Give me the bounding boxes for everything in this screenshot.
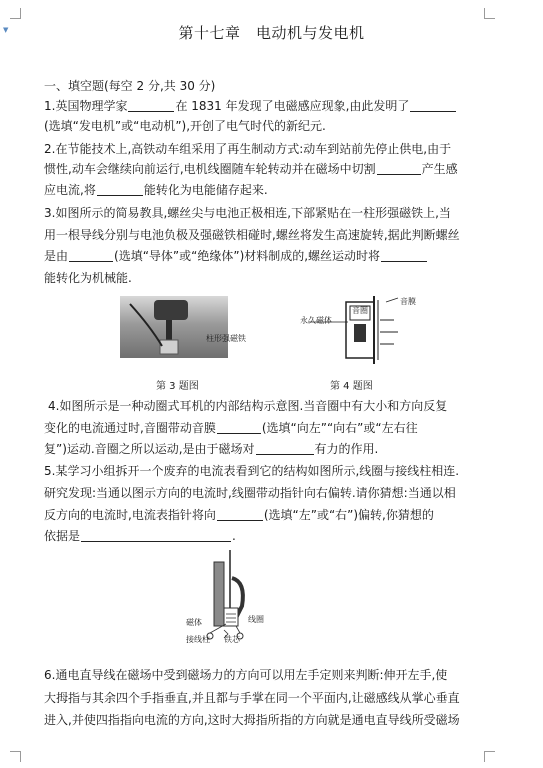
answer-blank[interactable]	[410, 99, 456, 112]
answer-blank[interactable]	[217, 508, 263, 521]
question-4-line-3: 复”)运动.音圈之所以运动,是由于磁场对 有力的作用.	[44, 442, 379, 456]
figure-5-coil-label: 线圈	[248, 615, 264, 624]
figure-4-membrane-label: 音膜	[400, 297, 416, 306]
question-2-line-3: 应电流,将 能转化为电能储存起来.	[44, 183, 268, 197]
leader-line	[386, 298, 398, 302]
question-4-line-2: 变化的电流通过时,音圈带动音膜 (选填“向左”“向右”或“左右往	[44, 421, 418, 435]
motor-photo-drawing	[120, 296, 228, 358]
coil-shape	[224, 608, 238, 626]
question-5-line-4: 依据是 .	[44, 529, 236, 543]
answer-blank[interactable]	[69, 249, 113, 262]
figure-5-terminal-label: 接线柱	[186, 635, 210, 644]
page-corner-mark	[10, 751, 21, 762]
figure-5-diagram	[180, 548, 280, 648]
battery-shape	[154, 300, 188, 320]
page-corner-mark	[484, 751, 495, 762]
magnet-core-shape	[354, 324, 366, 342]
figure-4-magnet-label: 永久磁体	[300, 316, 332, 325]
answer-blank[interactable]	[256, 442, 314, 455]
magnet-shape	[160, 340, 178, 354]
section-heading: 一、填空题(每空 2 分,共 30 分)	[44, 79, 216, 93]
magnet-left-shape	[214, 562, 224, 626]
answer-blank[interactable]	[377, 162, 421, 175]
question-3-line-3: 是由 (选填“导体”或“绝缘体”)材料制成的,螺丝运动时将	[44, 248, 428, 264]
answer-blank[interactable]	[217, 421, 261, 434]
page-corner-mark	[10, 8, 21, 19]
lead-wire-line	[380, 320, 398, 344]
question-6-line-1: 6.通电直导线在磁场中受到磁场力的方向可以用左手定则来判断:伸开左手,使	[44, 668, 448, 682]
question-5-line-3: 反方向的电流时,电流表指针将向 (选填“左”或“右”)偏转,你猜想的	[44, 508, 434, 522]
figure-4-caption: 第 4 题图	[330, 381, 373, 392]
figure-5-magnet-label: 磁体	[186, 618, 202, 627]
answer-blank[interactable]	[81, 529, 231, 542]
answer-blank[interactable]	[97, 183, 143, 196]
screw-shape	[166, 320, 172, 342]
figure-3-label: 柱形强磁铁	[206, 334, 246, 343]
question-1-line-1: 1.英国物理学家 在 1831 年发现了电磁感应现象,由此发明了	[44, 98, 457, 114]
question-6-line-3: 进入,并使四指指向电流的方向,这时大拇指所指的方向就是通电直导线所受磁场	[44, 713, 460, 727]
page-title: 第十七章 电动机与发电机	[178, 24, 365, 42]
question-5-line-1: 5.某学习小组拆开一个废弃的电流表看到它的结构如图所示,线圈与接线柱相连.	[44, 464, 460, 478]
question-2-line-1: 2.在节能技术上,高铁动车组采用了再生制动方式:动车到站前先停止供电,由于	[44, 142, 452, 156]
question-2-line-2: 惯性,动车会继续向前运行,电机线圈随车轮转动并在磁场中切割 产生感	[44, 162, 458, 176]
figure-3-caption: 第 3 题图	[156, 381, 199, 392]
question-3-line-2: 用一根导线分别与电池负极及强磁铁相碰时,螺丝将发生高速旋转,据此判断螺丝	[44, 228, 460, 242]
question-1-line-2: (选填“发电机”或“电动机”),开创了电气时代的新纪元.	[44, 119, 326, 133]
question-6-line-2: 大拇指与其余四个手指垂直,并且都与手掌在同一个平面内,让磁感线从掌心垂直	[44, 691, 460, 705]
question-4-line-1: 4.如图所示是一种动圈式耳机的内部结构示意图.当音圈中有大小和方向反复	[48, 399, 448, 413]
figure-4-diagram	[298, 290, 448, 370]
question-5-line-2: 研究发现:当通以图示方向的电流时,线圈带动指针向右偏转.请你猜想:当通以相	[44, 486, 456, 500]
collapse-arrow-icon[interactable]: ▼	[3, 26, 9, 34]
answer-blank[interactable]	[128, 99, 174, 112]
question-3-line-4: 能转化为机械能.	[44, 271, 132, 285]
figure-4-coil-label: 音圈	[352, 306, 368, 315]
figure-3-photo	[120, 296, 228, 358]
page-corner-mark	[484, 8, 495, 19]
figure-5-core-label: 铁芯	[224, 635, 240, 644]
answer-blank[interactable]	[381, 249, 427, 262]
question-3-line-1: 3.如图所示的简易教具,螺丝尖与电池正极相连,下部紧贴在一柱形强磁铁上,当	[44, 206, 451, 220]
